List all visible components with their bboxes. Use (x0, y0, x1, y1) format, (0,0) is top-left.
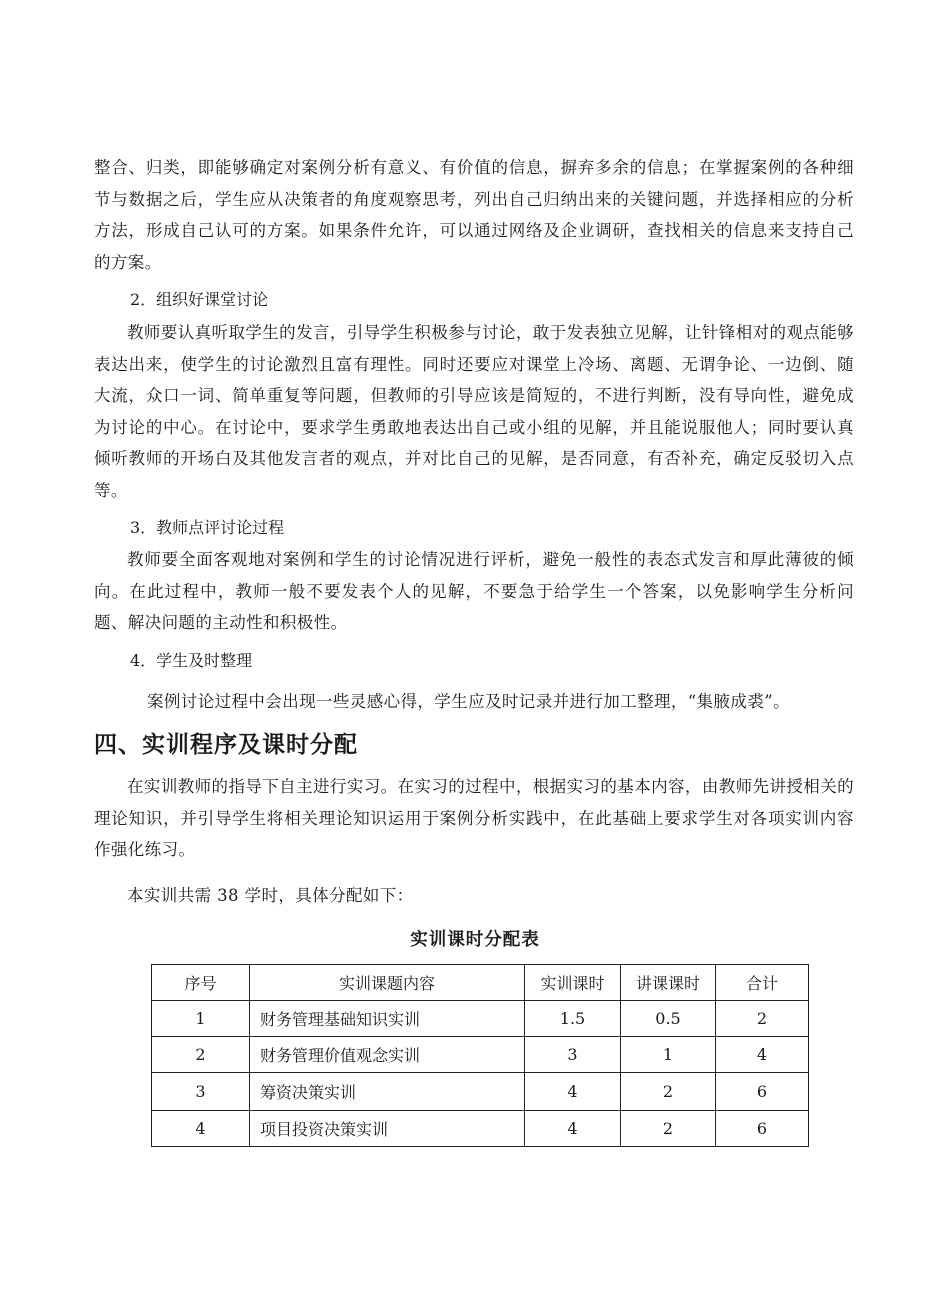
cell-lecture-hours: 1 (621, 1037, 716, 1073)
cell-lecture-hours: 2 (621, 1073, 716, 1111)
cell-total: 2 (716, 1001, 809, 1037)
cell-lecture-hours: 0.5 (621, 1001, 716, 1037)
cell-training-hours: 3 (525, 1037, 621, 1073)
paragraph-student-organize: 案例讨论过程中会出现一些灵感心得，学生应及时记录并进行加工整理，“集腋成裘”。 (147, 692, 790, 711)
cell-total: 6 (716, 1073, 809, 1111)
paragraph-training-intro: 在实训教师的指导下自主进行实习。在实习的过程中，根据实习的基本内容，由教师先讲授相关的理论知识，并引导学生将相关理论知识运用于案例分析实践中，在此基础上要求学生对各项实训内容作强化练习。 (94, 777, 854, 860)
cell-total: 4 (716, 1037, 809, 1073)
cell-training-hours: 4 (525, 1073, 621, 1111)
subheading-teacher-review: 3．教师点评讨论过程 (130, 518, 285, 537)
cell-topic: 财务管理基础知识实训 (250, 1001, 525, 1037)
cell-topic: 项目投资决策实训 (250, 1111, 525, 1147)
table-row (152, 1111, 809, 1147)
header-index: 序号 (152, 965, 250, 1001)
header-lecture-hours: 讲课课时 (621, 965, 716, 1001)
cell-index: 1 (152, 1001, 250, 1037)
paragraph-teacher-review: 教师要全面客观地对案例和学生的讨论情况进行评析，避免一般性的表态式发言和厚此薄彼的倾向。在此过程中，教师一般不要发表个人的见解，不要急于给学生一个答案，以免影响学生分析问题、解决问题的主动性和积极性。 (94, 550, 854, 633)
hours-allocation-table (151, 964, 809, 1147)
paragraph-hours-summary: 本实训共需 38 学时，具体分配如下： (127, 886, 414, 905)
cell-index: 2 (152, 1037, 250, 1073)
cell-training-hours: 4 (525, 1111, 621, 1147)
header-total: 合计 (716, 965, 809, 1001)
cell-index: 3 (152, 1073, 250, 1111)
subheading-student-organize: 4．学生及时整理 (130, 651, 253, 670)
cell-training-hours: 1.5 (525, 1001, 621, 1037)
cell-topic: 财务管理价值观念实训 (250, 1037, 525, 1073)
paragraph-case-analysis: 整合、归类，即能够确定对案例分析有意义、有价值的信息，摒弃多余的信息；在掌握案例的各种细节与数据之后，学生应从决策者的角度观察思考，列出自己归纳出来的关键问题，并选择相应的分析方法，形成自己认可的方案。如果条件允许，可以通过网络及企业调研，查找相关的信息来支持自己的方案。 (94, 158, 854, 272)
header-training-hours: 实训课时 (525, 965, 621, 1001)
cell-topic: 筹资决策实训 (250, 1073, 525, 1111)
cell-total: 6 (716, 1111, 809, 1147)
table-row (152, 1073, 809, 1111)
table-row (152, 1037, 809, 1073)
section-title: 四、实训程序及课时分配 (94, 731, 358, 758)
cell-lecture-hours: 2 (621, 1111, 716, 1147)
paragraph-classroom-discussion: 教师要认真听取学生的发言，引导学生积极参与讨论，敢于发表独立见解，让针锋相对的观点能够表达出来，使学生的讨论激烈且富有理性。同时还要应对课堂上冷场、离题、无谓争论、一边倒、随大流，众口一词、简单重复等问题，但教师的引导应该是简短的，不进行判断，没有导向性，避免成为讨论的中心。在讨论中，要求学生勇敢地表达出自己或小组的见解，并且能说服他人；同时要认真倾听教师的开场白及其他发言者的观点，并对比自己的见解，是否同意，有否补充，确定反驳切入点等。 (94, 323, 854, 500)
header-topic: 实训课题内容 (250, 965, 525, 1001)
table-header-row (152, 965, 809, 1001)
subheading-classroom-discussion: 2．组织好课堂讨论 (130, 290, 269, 309)
cell-index: 4 (152, 1111, 250, 1147)
table-row (152, 1001, 809, 1037)
table-caption: 实训课时分配表 (410, 930, 540, 950)
